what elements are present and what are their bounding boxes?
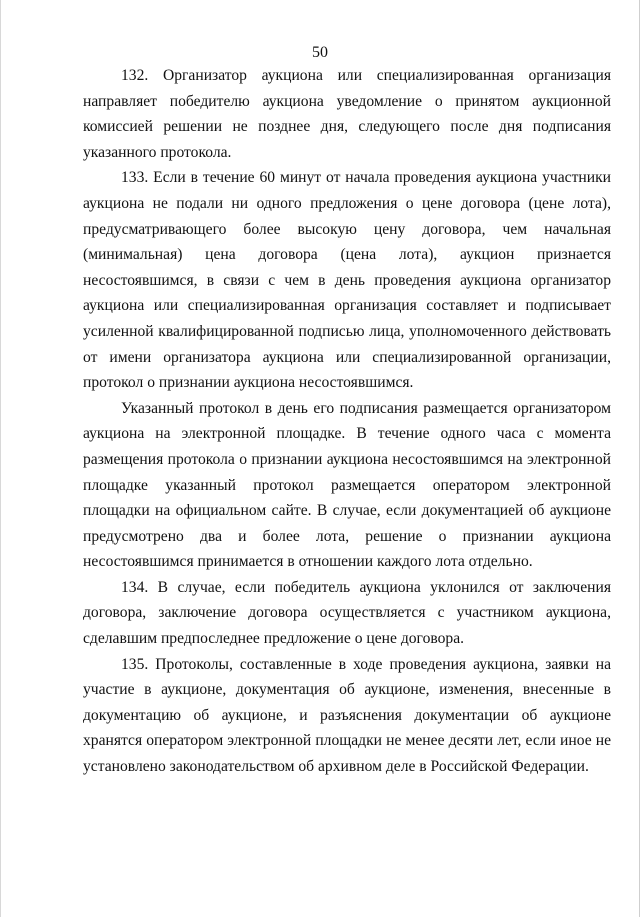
page-number: 50 [312,44,328,61]
document-body [83,63,611,780]
paragraph-135: 135. Протоколы, составленные в ходе проведения аукциона, заявки на участие в аукционе, документация об аукционе, изменения, внесенные в документацию об аукционе, и разъяснения документации об аукционе хранятся оператором электронной площадки не менее десяти лет, если иное не установлено законодательством об архивном деле в Российской Федерации. [83,655,611,776]
paragraph-133-continuation: Указанный протокол в день его подписания размещается организатором аукциона на электронной площадке. В течение одного часа с момента размещения протокола о признании аукциона несостоявшимся на электронной площадке указанный протокол размещается оператором электронной площадки на официальном сайте. В случае, если документацией об аукционе предусмотрено два и более лота, решение о признании аукциона несостоявшимся принимается в отношении каждого лота отдельно. [83,399,611,571]
paragraph-134: 134. В случае, если победитель аукциона уклонился от заключения договора, заключение договора осуществляется с участником аукциона, сделавшим предпоследнее предложение о цене договора. [83,578,611,648]
paragraph-133: 133. Если в течение 60 минут от начала проведения аукциона участники аукциона не подали ни одного предложения о цене договора (цене лота), предусматривающего более высокую цену договора, чем начальная (минимальная) цена договора (цена лота), аукцион признается несостоявшимся, в связи с чем в день проведения аукциона организатор аукциона или специализированная организация составляет и подписывает усиленной квалифицированной подписью лица, уполномоченного действовать от имени организатора аукциона или специализированной организации, протокол о признании аукциона несостоявшимся. [83,169,611,392]
paragraph-132: 132. Организатор аукциона или специализированная организация направляет победителю аукциона уведомление о принятом аукционной комиссией решении не позднее дня, следующего после дня подписания указанного протокола. [83,67,611,161]
